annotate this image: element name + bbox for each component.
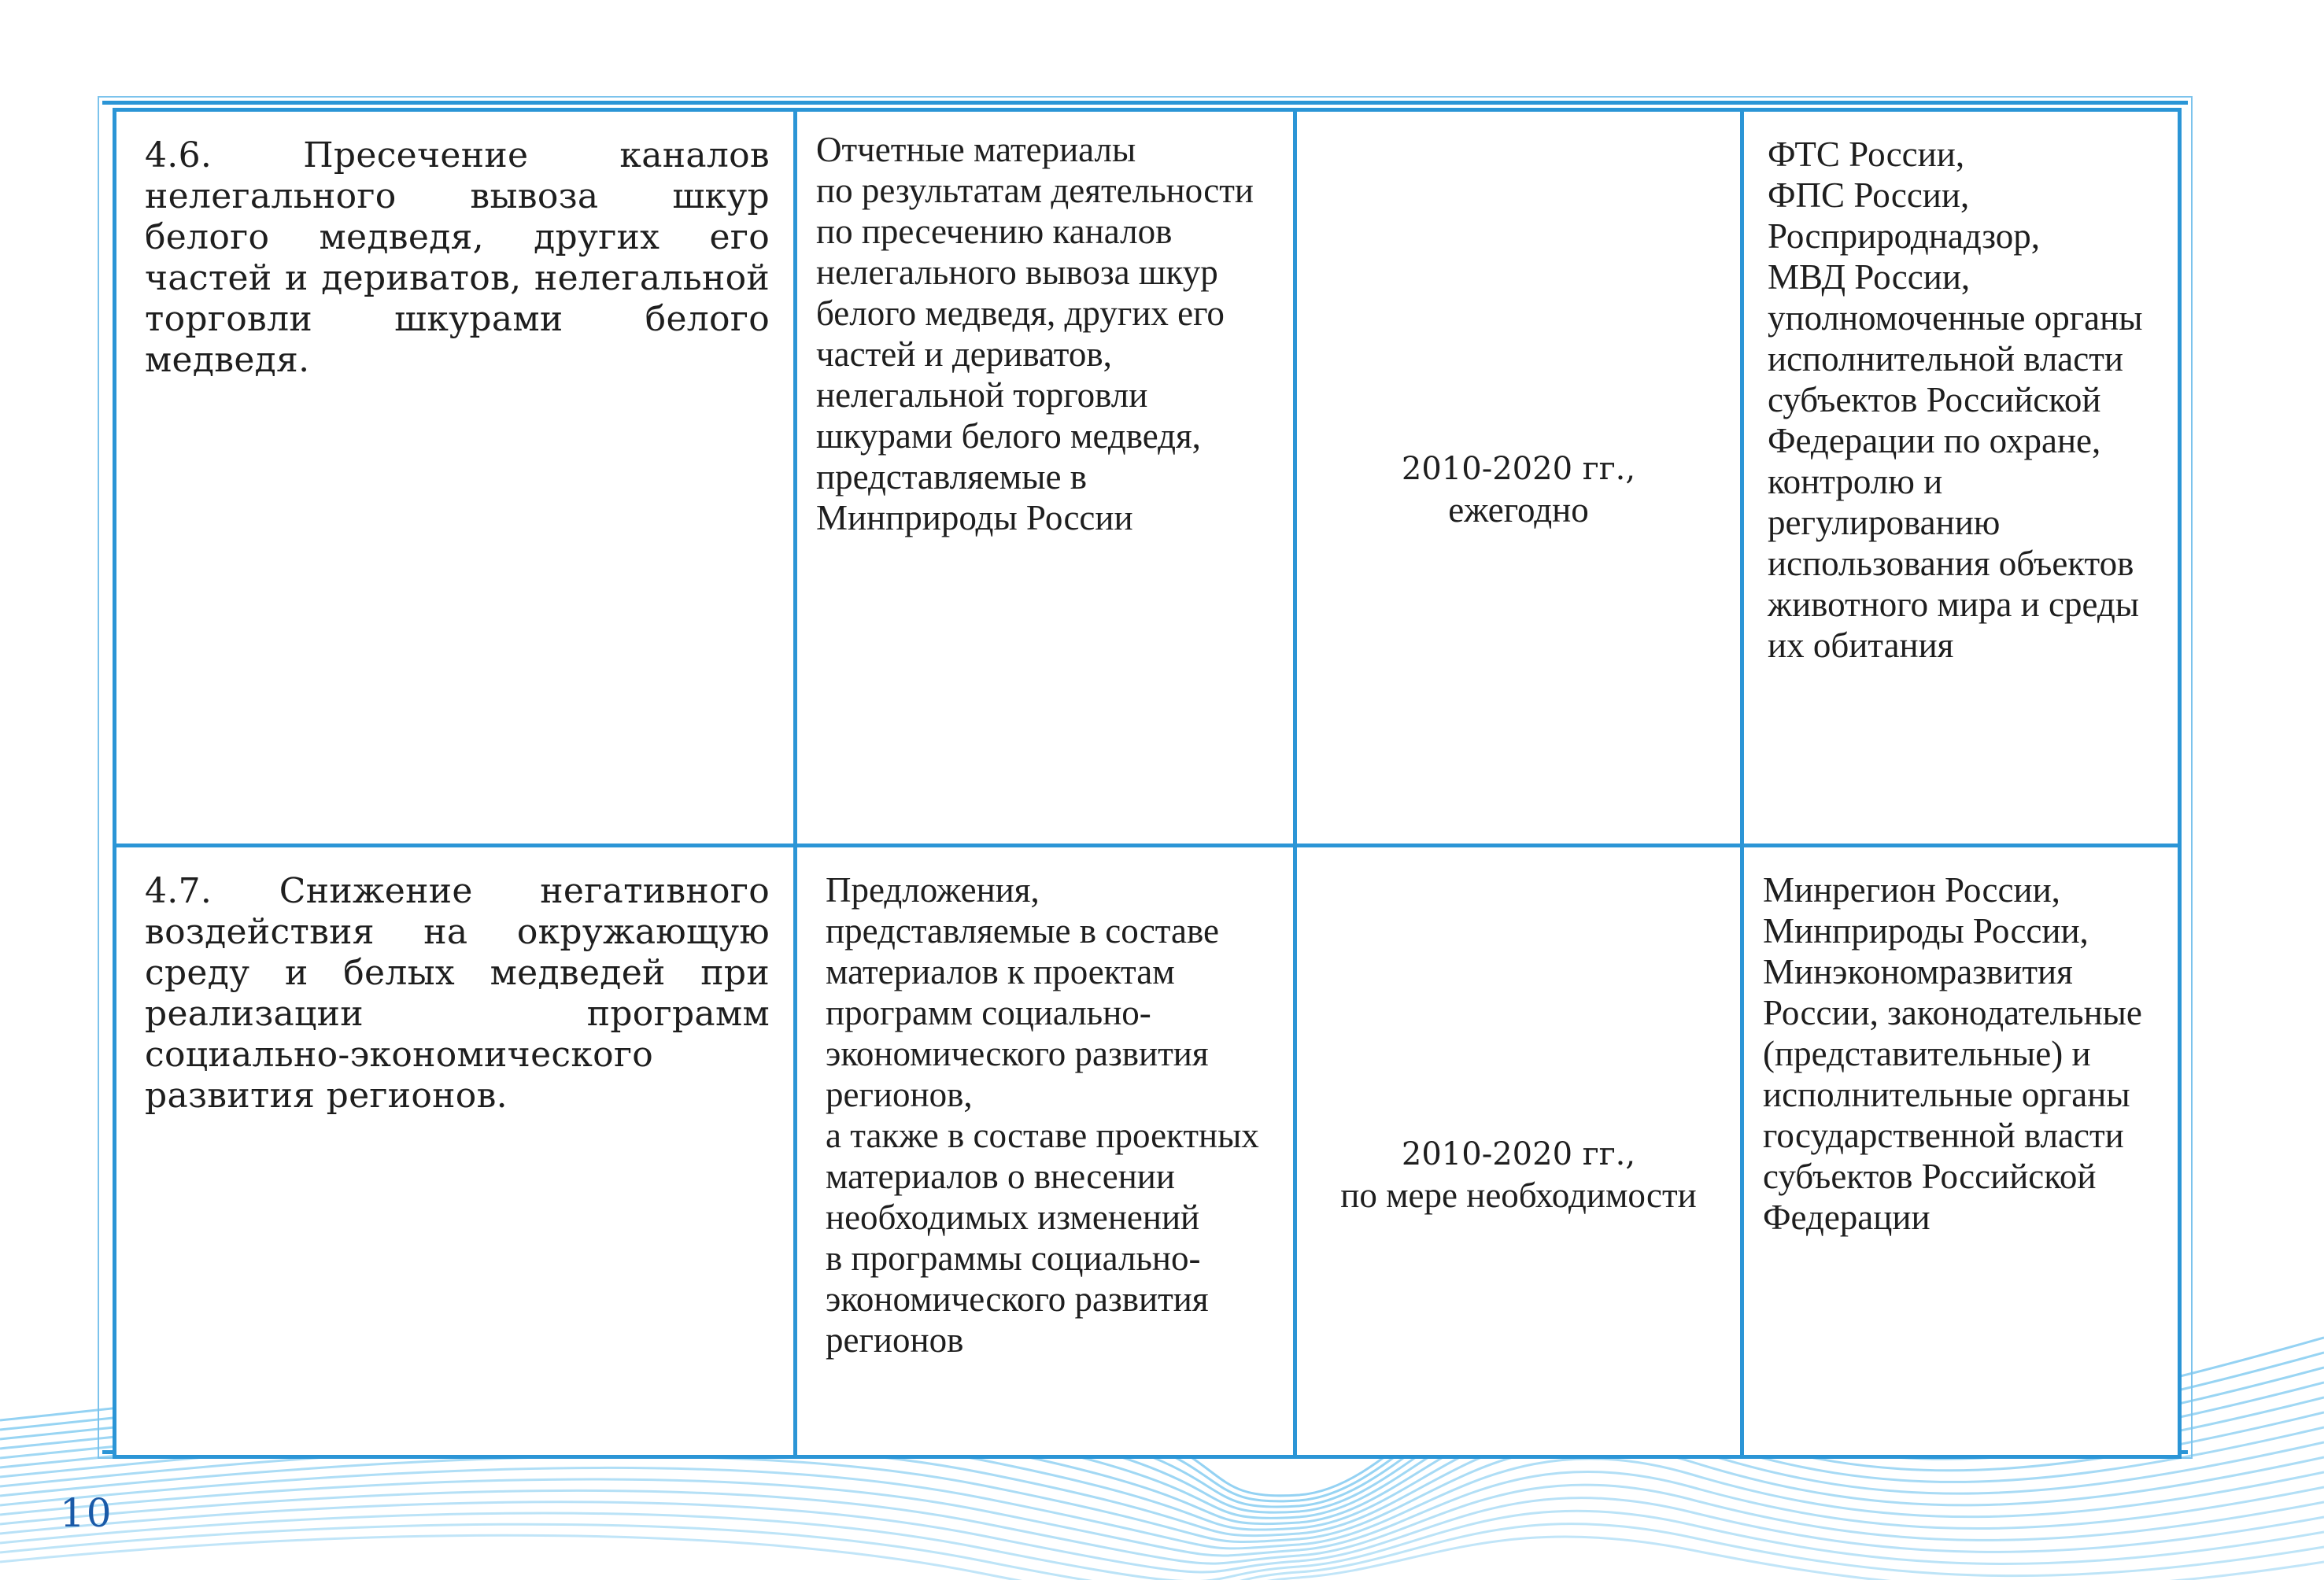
measure-text	[116, 112, 793, 381]
term-years: 2010-2020 гг.,	[1401, 1136, 1636, 1172]
page-number: 10	[60, 1490, 113, 1536]
measure-number: 4.7.	[145, 871, 212, 911]
measure-cell	[115, 110, 796, 846]
term-frequency: по мере необходимости	[1340, 1176, 1697, 1215]
term-cell	[1295, 846, 1742, 1457]
executors-list: Минрегион России, Минприроды России, Минэкономразвития России, законодательные (представительные) и исполнительные органы государственной власти субъектов Российской Федерации	[1763, 870, 2142, 1237]
wave-line	[0, 1498, 2324, 1572]
expected-result: Отчетные материалы по результатам деятельности по пресечению каналов нелегального вывоза шкур белого медведя, других его частей и дериватов, нелегальной торговли шкурами белого медведя, представляемые в Минприроды России	[816, 130, 1254, 537]
measure-cell	[115, 846, 796, 1457]
executors-list: ФТС России, ФПС России, Росприроднадзор, МВД России, уполномоченные органы исполнительной власти субъектов Российской Федерации по охране, контролю и регулированию использования объектов животного мира и среды их обитания	[1768, 135, 2143, 665]
result-cell	[796, 846, 1295, 1457]
wave-line	[0, 1471, 2324, 1556]
measure-description: Пресечение каналов нелегального вывоза шкур белого медведя, других его частей и дериватов, нелегальной торговли шкурами белого медведя.	[145, 135, 770, 380]
executors-cell	[1742, 110, 2180, 846]
action-plan-table	[113, 108, 2182, 1459]
measure-description: Снижение негативного воздействия на окружающую среду и белых медведей при реализации программ социально-экономического развития регионов.	[145, 871, 770, 1116]
table-row	[115, 846, 2180, 1457]
measure-number: 4.6.	[145, 135, 212, 175]
term-frequency: ежегодно	[1448, 490, 1589, 530]
term-cell	[1295, 110, 1742, 846]
executors-cell	[1742, 846, 2180, 1457]
expected-result: Предложения, представляемые в составе материалов к проектам программ социально-экономического развития регионов, а также в составе проектных материалов о внесении необходимых изменений в программы социально-экономического развития регионов	[826, 870, 1259, 1360]
measure-text	[116, 847, 793, 1117]
term-years: 2010-2020 гг.,	[1401, 451, 1636, 487]
result-cell	[796, 110, 1295, 846]
table-row	[115, 110, 2180, 846]
